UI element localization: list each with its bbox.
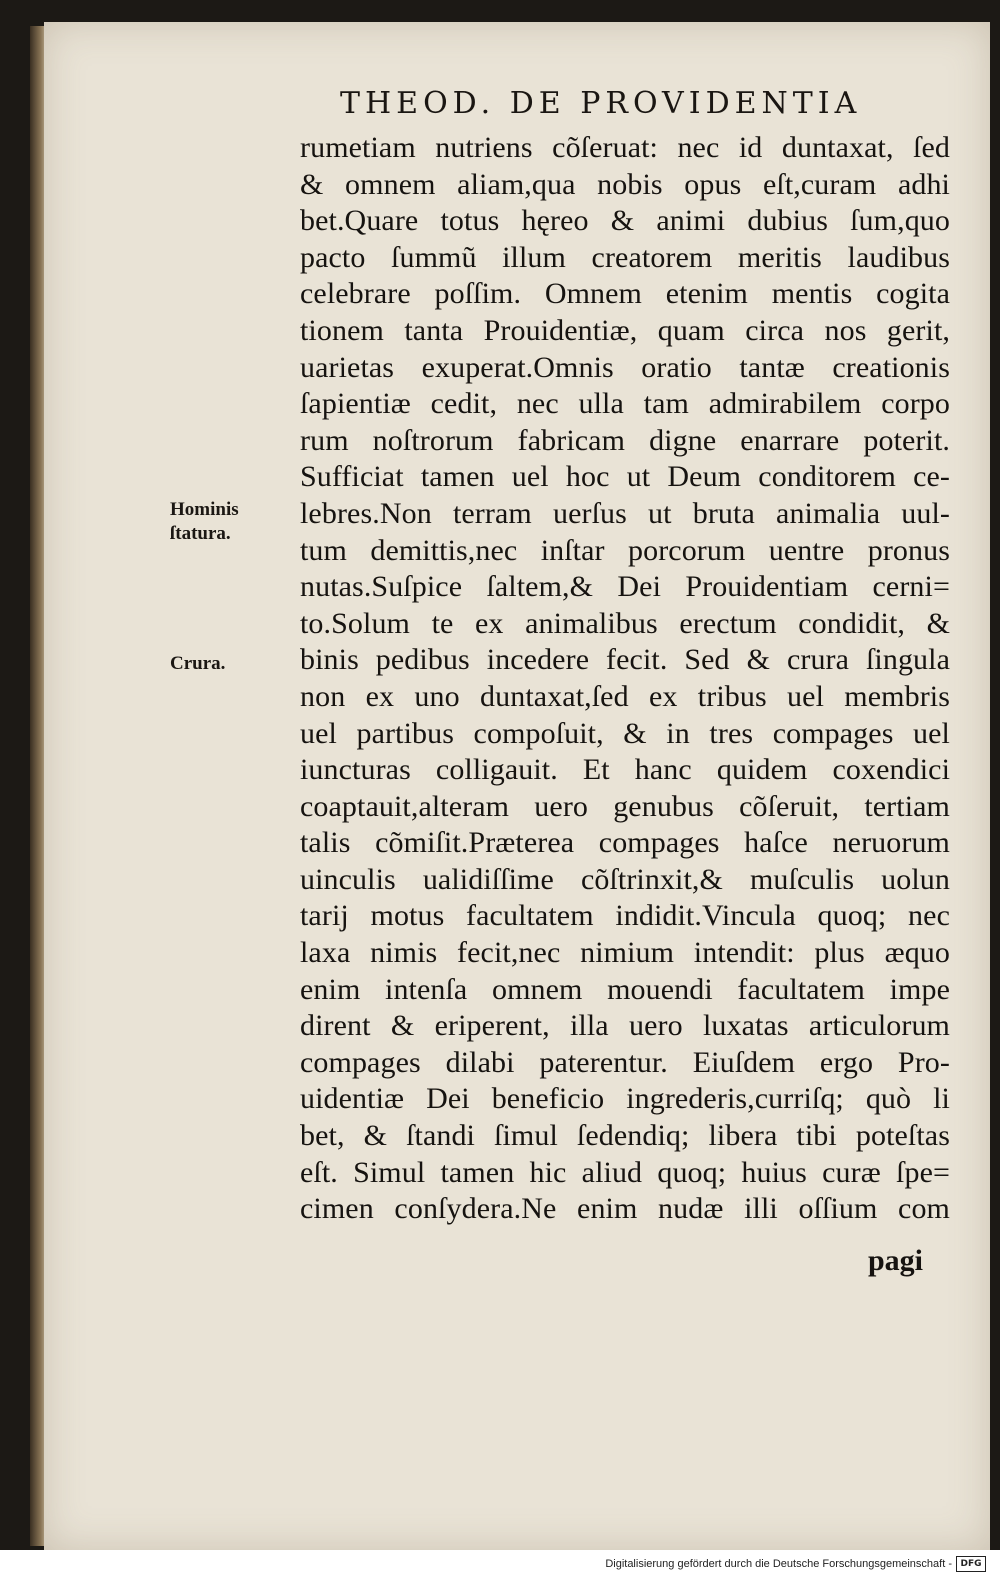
text-line: tum demittis,nec inſtar porcorum uentre pronus — [300, 533, 950, 567]
text-line: uinculis ualidiſſime cõſtrinxit,& muſculis uolun — [300, 862, 950, 896]
text-line: non ex uno duntaxat,ſed ex tribus uel membris — [300, 679, 950, 713]
text-line: bet, & ſtandi ſimul ſedendiq; libera tibi poteſtas — [300, 1119, 950, 1153]
text-line: pacto ſummũ illum creatorem meritis laudibus — [300, 240, 950, 274]
text-line: talis cõmiſit.Præterea compages haſce neruorum — [300, 826, 950, 860]
text-line: dirent & eriperent, illa uero luxatas articulorum — [300, 1009, 950, 1043]
text-line: tionem tanta Prouidentiæ, quam circa nos gerit, — [300, 313, 950, 347]
text-line: celebrare poſſim. Omnem etenim mentis cogita — [300, 277, 950, 311]
text-line: laxa nimis fecit,nec nimium intendit: plus æquo — [300, 936, 950, 970]
text-line: rumetiam nutriens cõſeruat: nec id duntaxat, ſed — [300, 131, 950, 164]
marginal-note-line: ſtatura. — [170, 523, 231, 544]
text-line: compages dilabi paterentur. Eiuſdem ergo Pro- — [300, 1045, 950, 1079]
text-line: & omnem aliam,qua nobis opus eſt,curam adhi — [300, 167, 950, 201]
text-line: eſt. Simul tamen hic aliud quoq; huius curæ ſpe= — [300, 1155, 950, 1189]
marginal-note-crura: Crura. — [170, 653, 226, 674]
text-line: to.Solum te ex animalibus erectum condidit, & — [300, 606, 950, 640]
text-line: binis pedibus incedere fecit. Sed & crura ſingula — [300, 643, 950, 677]
text-line: Sufficiat tamen uel hoc ut Deum conditorem ce- — [300, 460, 950, 494]
marginal-note-line: Hominis — [170, 499, 239, 520]
dfg-logo: DFG — [956, 1556, 986, 1572]
text-line: bet.Quare totus hęreo & animi dubius ſum,quo — [300, 204, 950, 238]
text-line: iuncturas colligauit. Et hanc quidem coxendici — [300, 753, 950, 787]
text-line: lebres.Non terram uerſus ut bruta animalia uul- — [300, 496, 950, 530]
funding-note: Digitalisierung gefördert durch die Deutsche Forschungsgemeinschaft - — [605, 1558, 952, 1570]
text-line: rum noſtrorum fabricam digne enarrare poterit. — [300, 423, 950, 457]
text-line: nutas.Suſpice ſaltem,& Dei Prouidentiam cerni= — [300, 570, 950, 604]
text-line: enim intenſa omnem mouendi facultatem impe — [300, 972, 950, 1006]
text-line: uidentiæ Dei beneficio ingrederis,curriſq; quò li — [300, 1082, 950, 1116]
text-line: uarietas exuperat.Omnis oratio tantæ creationis — [300, 350, 950, 384]
running-head: THEOD. DE PROVIDENTIA — [340, 86, 862, 121]
body-text — [300, 130, 950, 1228]
catchword: pagi — [868, 1244, 924, 1277]
text-line: coaptauit,alteram uero genubus cõſeruit, tertiam — [300, 789, 950, 823]
marginal-note-hominis — [170, 498, 239, 546]
text-line: tarij motus facultatem indidit.Vincula quoq; nec — [300, 899, 950, 933]
text-line: cimen conſydera.Ne enim nudæ illi oſſium com — [300, 1192, 950, 1226]
text-line: uel partibus compoſuit, & in tres compages uel — [300, 716, 950, 750]
text-line: ſapientiæ cedit, nec ulla tam admirabilem corpo — [300, 387, 950, 421]
